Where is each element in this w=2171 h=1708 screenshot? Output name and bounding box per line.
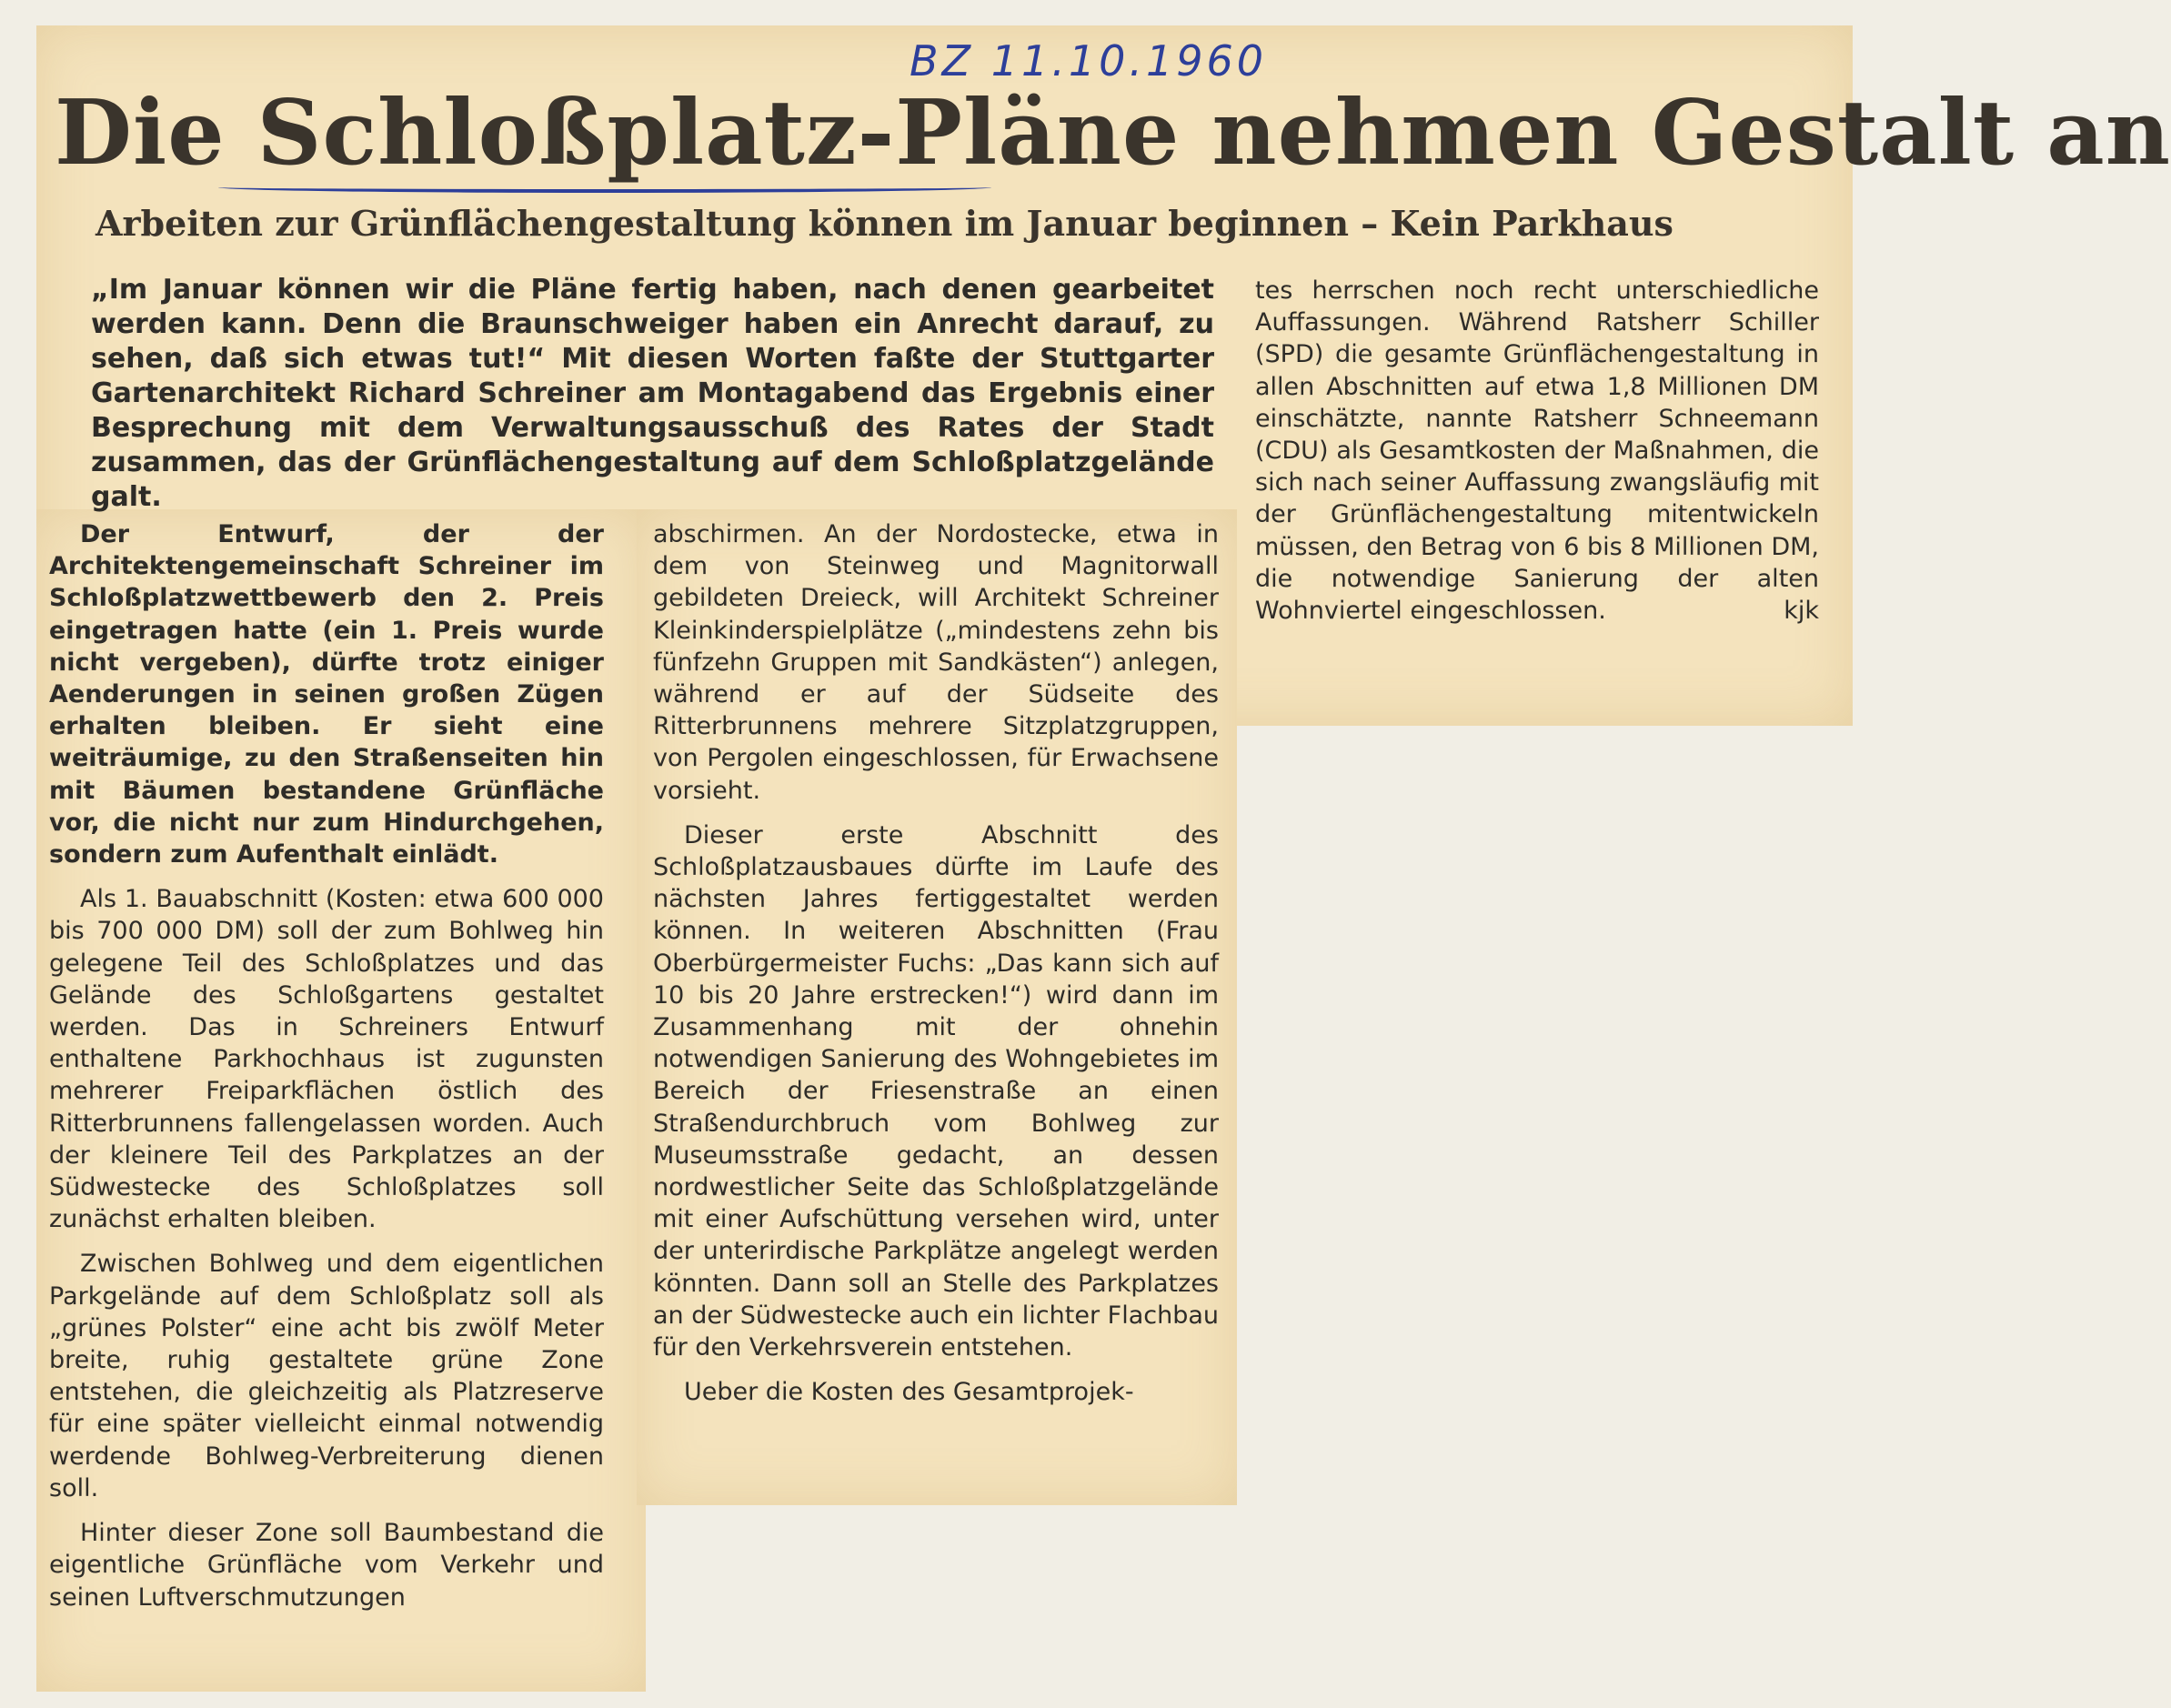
lead-paragraph: „Im Januar können wir die Pläne fertig haben, nach denen gearbeitet werden kann. Denn die Braunschweiger haben ein Anrecht darauf, zu sehen, daß sich etwas tut!“ Mit diesen Worten faßte der Stuttgarter Gartenarchitekt Richard Schreiner am Montagabend das Ergebnis einer Besprechung mit dem Verwaltungsausschuß des Rates der Stadt zusammen, das der Grünflächengestaltung auf dem Schloßplatzgelände galt. [91, 274, 1214, 513]
article-column-middle [653, 518, 1219, 1408]
paragraph: abschirmen. An der Nordostecke, etwa in dem von Steinweg und Magnitorwall gebildeten Dreieck, will Architekt Schreiner Kleinkinderspielplätze („mindestens zehn bis fünfzehn Gruppen mit Sandkästen“) anlegen, während er auf der Südseite des Ritterbrunnens mehrere Sitzplatzgruppen, von Pergolen eingeschlossen, für Erwachsene vorsieht. [653, 520, 1219, 805]
handwritten-underline [218, 182, 991, 193]
headline: Die Schloßplatz-Pläne nehmen Gestalt an [55, 81, 2171, 186]
handwritten-date-note: BZ 11.10.1960 [910, 36, 1268, 85]
paragraph: Dieser erste Abschnitt des Schloßplatzausbaues dürfte im Laufe des nächsten Jahres fertiggestaltet werden können. In weiteren Abschnitten (Frau Oberbürgermeister Fuchs: „Das kann sich auf 10 bis 20 Jahre erstrecken!“) wird dann im Zusammenhang mit der ohnehin notwendigen Sanierung des Wohngebietes im Bereich der Friesenstraße an einen Straßendurchbruch vom Bohlweg zur Museumsstraße gedacht, an dessen nordwestlicher Seite das Schloßplatzgelände mit einer Aufschüttung versehen wird, unter der unterirdische Parkplätze angelegt werden könnten. Dann soll an Stelle des Parkplatzes an der Südwestecke auch ein lichter Flachbau für den Verkehrsverein entstehen. [653, 820, 1219, 1362]
paragraph: tes herrschen noch recht unterschiedliche Auffassungen. Während Ratsherr Schiller (SPD) die gesamte Grünflächengestaltung in allen Abschnitten auf etwa 1,8 Millionen DM einschätzte, nannte Ratsherr Schneemann (CDU) als Gesamtkosten der Maßnahmen, die sich nach seiner Auffassung zwangsläufig mit der Grünflächengestaltung mitentwickeln müssen, den Betrag von 6 bis 8 Millionen DM, die notwendige Sanierung der alten Wohnviertel eingeschlossen. [1255, 276, 1819, 626]
paragraph: Zwischen Bohlweg und dem eigentlichen Parkgelände auf dem Schloßplatz soll als „grünes Polster“ eine acht bis zwölf Meter breite, ruhig gestaltete grüne Zone entstehen, die gleichzeitig als Platzreserve für eine später vielleicht einmal notwendig werdende Bohlweg-Verbreiterung dienen soll. [49, 1250, 604, 1502]
paragraph: Als 1. Bauabschnitt (Kosten: etwa 600 000 bis 700 000 DM) soll der zum Bohlweg hin gelegene Teil des Schloßplatzes und das Gelände des Schloßgartens gestaltet werden. Das in Schreiners Entwurf enthaltene Parkhochhaus ist zugunsten mehrerer Freiparkflächen östlich des Ritterbrunnens fallengelassen worden. Auch der kleinere Teil des Parkplatzes an der Südwestecke des Schloßplatzes soll zunächst erhalten bleiben. [49, 885, 604, 1234]
subheadline: Arbeiten zur Grünflächengestaltung können im Januar beginnen – Kein Parkhaus [95, 203, 1673, 244]
author-signature: kjk [1784, 597, 1819, 626]
article-column-right [1255, 275, 1819, 627]
paragraph: Ueber die Kosten des Gesamtprojek- [684, 1378, 1134, 1407]
paragraph: Der Entwurf, der der Architektengemeinschaft Schreiner im Schloßplatzwettbewerb den 2. Preis eingetragen hatte (ein 1. Preis wurde nicht vergeben), dürfte trotz einiger Aenderungen in seinen großen Zügen erhalten bleiben. Er sieht eine weiträumige, zu den Straßenseiten hin mit Bäumen bestandene Grünfläche vor, die nicht nur zum Hindurchgehen, sondern zum Aufenthalt einlädt. [49, 520, 604, 869]
paragraph: Hinter dieser Zone soll Baumbestand die eigentliche Grünfläche vom Verkehr und seinen Luftverschmutzungen [49, 1519, 604, 1612]
article-column-left [49, 518, 604, 1613]
